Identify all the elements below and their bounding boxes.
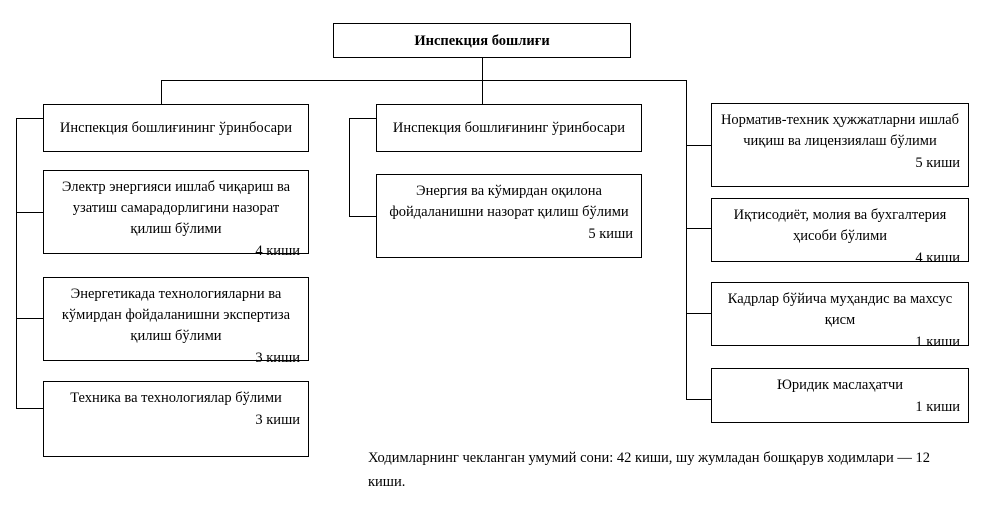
node-right-2 xyxy=(711,198,969,267)
connector-center-to-1 xyxy=(349,216,376,217)
footnote: Ходимларнинг чекланган умумий сони: 42 киши, шу жумладан бошқарув ходимлари — 12 киши. xyxy=(368,450,931,490)
node-deputy-left-title: Инспекция бошлиғининг ўринбосари xyxy=(59,120,293,137)
node-right-1-count: 5 киши xyxy=(915,155,960,172)
node-right-3 xyxy=(711,282,969,351)
node-left-1 xyxy=(43,170,309,260)
node-right-1 xyxy=(711,103,969,187)
node-deputy-center-title: Инспекция бошлиғининг ўринбосари xyxy=(392,120,626,137)
node-left-3-count: 3 киши xyxy=(255,412,300,429)
node-left-1-count: 4 киши xyxy=(255,243,300,260)
node-left-2-count: 3 киши xyxy=(255,350,300,367)
connector-right-spine xyxy=(686,145,687,400)
connector-bus-to-deputy-center xyxy=(482,80,483,104)
node-right-2-count: 4 киши xyxy=(915,250,960,267)
node-deputy-left xyxy=(43,104,309,152)
connector-right-to-3 xyxy=(686,313,711,314)
node-right-1-title: Норматив-техник ҳужжатларни ишлаб чиқиш ва лицензиялаш бўлими xyxy=(720,112,960,150)
node-right-4-count: 1 киши xyxy=(915,399,960,416)
node-left-2-title: Энергетикада технологияларни ва кўмирдан фойдаланишни экспертиза қилиш бўлими xyxy=(61,286,291,345)
node-left-3 xyxy=(43,381,309,457)
node-root xyxy=(333,23,631,58)
connector-left-to-1 xyxy=(16,212,43,213)
connector-left-to-2 xyxy=(16,318,43,319)
connector-right-to-4 xyxy=(686,399,711,400)
node-root-title: Инспекция бошлиғи xyxy=(414,32,550,49)
node-left-2 xyxy=(43,277,309,367)
connector-left-spine xyxy=(16,118,17,408)
connector-bus-to-deputy-left xyxy=(161,80,162,104)
node-right-3-title: Кадрлар бўйича муҳандис ва махсус қисм xyxy=(727,291,953,329)
node-center-1 xyxy=(376,174,642,258)
node-right-4 xyxy=(711,368,969,423)
node-left-3-title: Техника ва технологиялар бўлими xyxy=(70,390,282,406)
node-deputy-center xyxy=(376,104,642,152)
connector-center-spine xyxy=(349,118,350,216)
connector-right-to-2 xyxy=(686,228,711,229)
connector-right-to-1 xyxy=(686,145,711,146)
node-left-1-title: Электр энергияси ишлаб чиқариш ва узатиш самарадорлигини назорат қилиш бўлими xyxy=(61,179,291,238)
connector-bus-to-right-branch xyxy=(686,80,687,145)
node-right-3-count: 1 киши xyxy=(915,334,960,351)
node-right-4-title: Юридик маслаҳатчи xyxy=(776,377,904,393)
node-center-1-count: 5 киши xyxy=(588,226,633,243)
connector-left-to-3 xyxy=(16,408,43,409)
connector-center-spine-top xyxy=(349,118,376,119)
node-right-2-title: Иқтисодиёт, молия ва бухгалтерия ҳисоби бўлими xyxy=(733,207,947,245)
connector-root-stem xyxy=(482,58,483,80)
connector-left-spine-top xyxy=(16,118,43,119)
connector-top-bus xyxy=(161,80,686,81)
node-center-1-title: Энергия ва кўмирдан оқилона фойдаланишни назорат қилиш бўлими xyxy=(389,183,629,221)
